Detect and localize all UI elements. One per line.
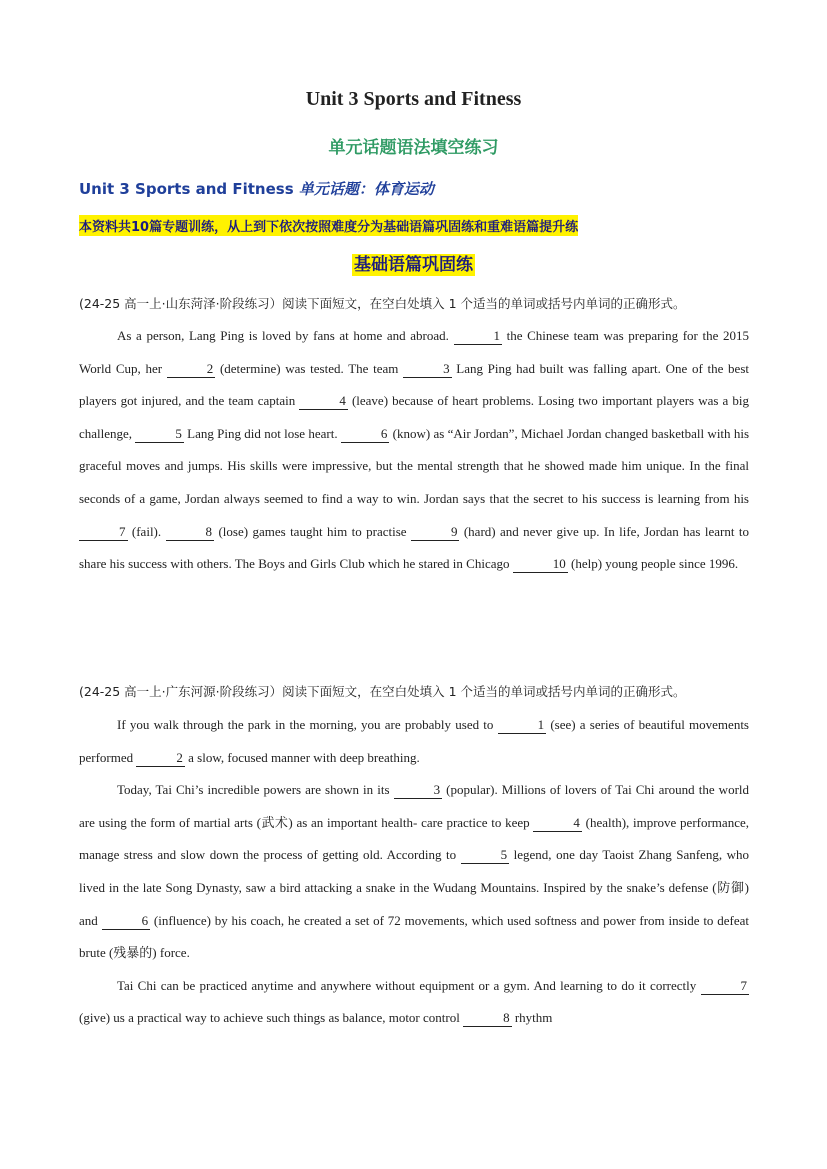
- answer-blank[interactable]: 8: [166, 524, 215, 541]
- passage-text: Tai Chi can be practiced anytime and anywhere without equipment or a gym. And learning to do it correctly: [117, 977, 701, 993]
- passage-text: (give) us a practical way to achieve such things as balance, motor control: [79, 1010, 464, 1026]
- passage-text: If you walk through the park in the morning, you are probably used to: [117, 717, 498, 732]
- passage-text: (determine) was tested. The team: [215, 360, 404, 376]
- answer-blank[interactable]: 6: [341, 426, 390, 443]
- answer-blank[interactable]: 1: [498, 717, 547, 734]
- answer-blank[interactable]: 10: [513, 556, 568, 573]
- passage-text: rhythm: [511, 1010, 553, 1026]
- passage-text: (health), improve performance, manage stress and slow down the process of getting old. According to: [79, 814, 749, 863]
- answer-blank[interactable]: 7: [79, 524, 128, 541]
- answer-blank[interactable]: 7: [701, 978, 750, 995]
- passage-text: (help) young people since 1996.: [567, 556, 739, 572]
- answer-blank[interactable]: 4: [533, 815, 582, 832]
- passage-text: (influence) by his coach, he created a set of 72 movements, which used softness and power from inside to defeat brute (残暴的) force.: [79, 912, 749, 961]
- passage-text: Lang Ping had built was falling apart. One of the best players got injured, and the team captain: [79, 360, 749, 409]
- passage-text: (know) as “Air Jordan”, Michael Jordan changed basketball with his graceful moves and jumps. His skills were impressive, but the mental strength that he showed made him unique. In the final seconds of a game, Jordan always seemed to find a way to win. Jordan says that the secret to his success is learning from his: [79, 425, 750, 506]
- answer-blank[interactable]: 3: [403, 361, 452, 378]
- passage-2: [79, 678, 749, 1035]
- passage-2-paragraph-2: [79, 774, 749, 970]
- unit-topic: [79, 178, 434, 199]
- document-title: Unit 3 Sports and Fitness: [305, 88, 522, 110]
- answer-blank[interactable]: 5: [461, 847, 510, 864]
- passage-text: As a person, Lang Ping is loved by fans at home and abroad.: [117, 328, 454, 343]
- answer-blank[interactable]: 4: [299, 393, 348, 410]
- passage-text: (popular). Millions of lovers of Tai Chi around the world are using the form of martial arts (武术) as an important health- care practice to keep: [79, 782, 750, 830]
- answer-blank[interactable]: 1: [454, 328, 503, 345]
- passage-text: Lang Ping did not lose heart.: [183, 425, 341, 441]
- answer-blank[interactable]: 8: [463, 1010, 512, 1027]
- passage-2-paragraph-3: [79, 970, 749, 1035]
- answer-blank[interactable]: 2: [167, 361, 216, 378]
- passage-text: legend, one day Taoist Zhang Sanfeng, who lived in the late Song Dynasty, saw a bird attacking a snake in the Wudang Mountains. Inspired by the snake’s defense (防御) and: [79, 847, 749, 928]
- answer-blank[interactable]: 5: [135, 426, 184, 443]
- passage-2-source: (24-25 高一上·广东河源·阶段练习）阅读下面短文，在空白处填入 1 个适当的单词或括号内单词的正确形式。: [79, 684, 686, 699]
- passage-text: (hard) and never give up. In life, Jordan has learnt to share his success with others. The Boys and Girls Club which he stared in Chicago: [79, 523, 750, 572]
- passage-1-paragraph: [79, 320, 749, 581]
- passage-1: [79, 290, 749, 581]
- passage-text: (fail).: [127, 523, 166, 539]
- answer-blank[interactable]: 6: [102, 913, 151, 930]
- section-heading-text: 基础语篇巩固练: [354, 255, 473, 275]
- unit-topic-en: Unit 3 Sports and Fitness: [79, 180, 294, 198]
- unit-topic-zh: 单元话题：体育运动: [298, 180, 434, 198]
- answer-blank[interactable]: 3: [394, 782, 443, 799]
- section-heading: [0, 250, 827, 275]
- passage-text: Today, Tai Chi’s incredible powers are shown in its: [117, 782, 394, 798]
- answer-blank[interactable]: 2: [136, 750, 185, 767]
- passage-1-source: (24-25 高一上·山东菏泽·阶段练习）阅读下面短文，在空白处填入 1 个适当的单词或括号内单词的正确形式。: [79, 296, 686, 311]
- passage-text: a slow, focused manner with deep breathing.: [184, 749, 420, 765]
- answer-blank[interactable]: 9: [411, 524, 460, 541]
- material-note: 本资料共10篇专题训练，从上到下依次按照难度分为基础语篇巩固练和重难语篇提升练: [79, 215, 578, 236]
- passage-text: the Chinese team was preparing for the 2015 World Cup, her: [79, 328, 749, 376]
- passage-text: (leave) because of heart problems. Losing two important players was a big challenge,: [79, 393, 749, 441]
- passage-text: (see) a series of beautiful movements performed: [79, 717, 749, 765]
- passage-text: (lose) games taught him to practise: [214, 523, 411, 539]
- passage-2-paragraph-1: [79, 709, 749, 774]
- document-subtitle: 单元话题语法填空练习: [328, 138, 499, 158]
